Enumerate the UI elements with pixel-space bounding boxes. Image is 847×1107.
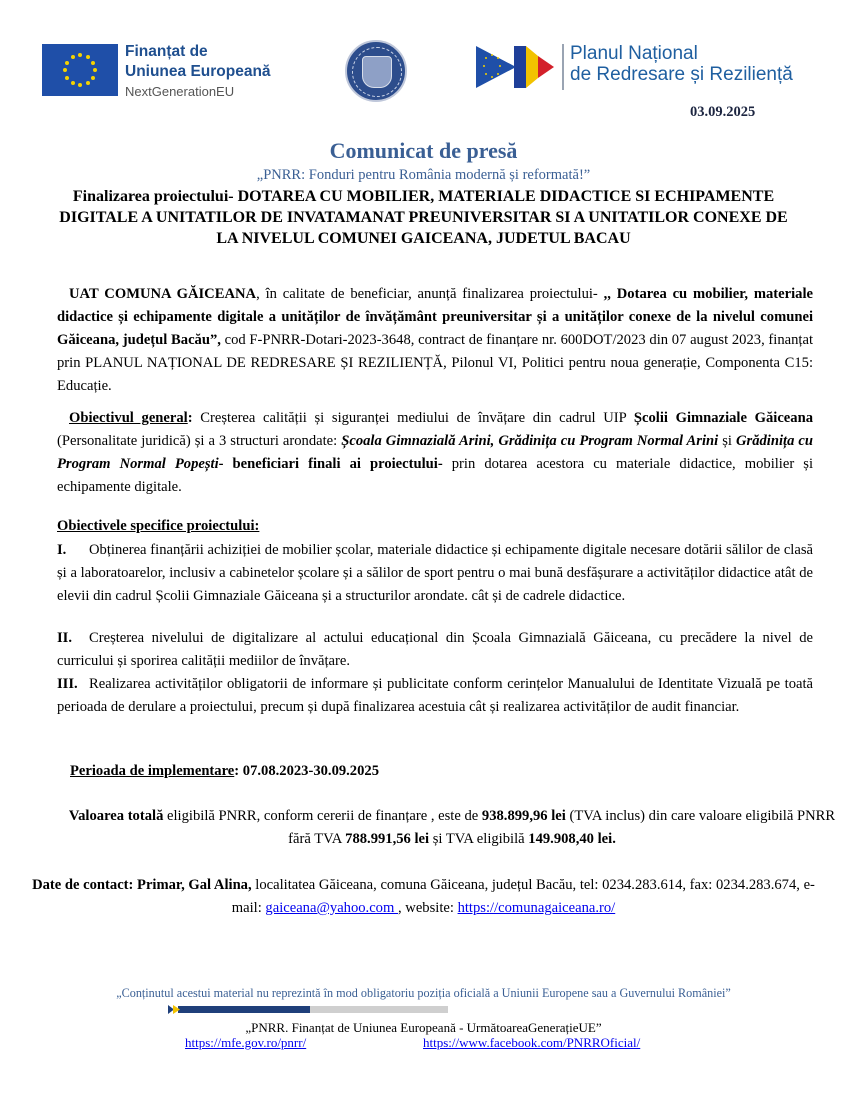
romanian-government-seal-icon xyxy=(345,40,407,102)
coat-of-arms-icon xyxy=(362,56,392,88)
intro-text: , în calitate de beneficiar, anunță finalizarea proiectului- xyxy=(256,286,604,302)
item-text: Obținerea finanțării achiziției de mobilier școlar, materiale didactice și echipamente digitale necesare dotării sălilor de clasă și a laboratoarelor, inclusiv a cabinetelor școlare și a sălilor de sport pentru o mai bună desfășurare a activităților didactice atât de elevii din cadrul Școlii Gimnaziale Găiceana și a structurilor arondate. cât și de cadrele didactice. xyxy=(57,542,813,604)
structure-name-popesti: Grădinița cu Program Normal Popești xyxy=(57,433,813,472)
objective-text: (Personalitate juridică) și a 3 structuri arondate: xyxy=(57,433,342,449)
project-subject-heading: Finalizarea proiectului- DOTAREA CU MOBILIER, MATERIALE DIDACTICE SI ECHIPAMENTE DIGITALE A UNITATILOR DE INVATAMANAT PREUNIVERSITAR SI A UNITATILOR CONEXE DE LA NIVELUL COMUNEI GAICEANA, JUDETUL BACAU xyxy=(59,188,788,247)
beneficiary-name: UAT COMUNA GĂICEANA xyxy=(69,286,257,302)
implementation-period xyxy=(70,763,379,780)
value-without-vat: 788.991,56 lei xyxy=(345,831,430,847)
eu-star-icon xyxy=(86,55,90,59)
eu-star-icon xyxy=(78,53,82,57)
value-text: (TVA inclus) din care valoare eligibilă PNRR fără TVA xyxy=(288,808,836,847)
website-link[interactable]: https://comunagaiceana.ro/ xyxy=(457,900,616,916)
eu-logo-line2: Uniunea Europeană xyxy=(125,63,271,80)
eu-disclaimer: „Conținutul acestui material nu reprezintă în mod obligatoriu poziția oficială a Uniunii Europene sau a Guvernului României” xyxy=(116,986,731,1000)
item-number: III. xyxy=(57,676,78,692)
period-value: : 07.08.2023-30.09.2025 xyxy=(234,763,379,779)
final-beneficiaries: - beneficiari finali ai proiectului- xyxy=(218,456,443,472)
objective-text: prin dotarea acestora cu materiale didactice, mobilier și echipamente digitale. xyxy=(57,456,813,495)
eu-star-icon xyxy=(71,55,75,59)
eu-logo-line1: Finanțat de xyxy=(125,43,208,60)
item-number: I. xyxy=(57,542,67,558)
intro-paragraph xyxy=(57,283,813,398)
contact-label: Date de contact: Primar, Gal Alina, xyxy=(32,877,252,893)
facebook-pnrr-link[interactable]: https://www.facebook.com/PNRROficial/ xyxy=(423,1035,641,1050)
eu-star-icon xyxy=(91,76,95,80)
specific-objective-item xyxy=(57,673,813,719)
eu-star-icon xyxy=(78,83,82,87)
eu-star-icon xyxy=(93,68,97,72)
vat-value: 149.908,40 lei. xyxy=(528,831,616,847)
email-link[interactable]: gaiceana@yahoo.com xyxy=(265,900,398,916)
eu-star-icon xyxy=(65,61,69,65)
motto: „PNRR: Fonduri pentru România modernă și reformată!” xyxy=(256,167,591,183)
specific-objective-item xyxy=(57,627,813,673)
footer-decorative-bar xyxy=(168,1005,448,1014)
mfe-pnrr-link[interactable]: https://mfe.gov.ro/pnrr/ xyxy=(185,1035,307,1050)
item-text: Realizarea activităților obligatorii de informare și publicitate conform cerințelor Manualului de Identitate Vizuală pe toată perioada de derulare a proiectului, precum și după finalizarea acestuia cât și realizarea activităților de audit financiar. xyxy=(57,676,813,715)
eu-star-icon xyxy=(65,76,69,80)
item-number: II. xyxy=(57,630,73,646)
general-objective-paragraph xyxy=(57,407,813,499)
page-title: Comunicat de presă xyxy=(329,138,518,163)
contact-paragraph xyxy=(20,874,827,920)
eu-flag-icon xyxy=(42,44,118,96)
pnrr-logo-text xyxy=(570,43,793,85)
eu-star-icon xyxy=(86,81,90,85)
colon: : xyxy=(187,410,193,426)
total-value: 938.899,96 lei xyxy=(481,808,566,824)
value-label: Valoarea totală xyxy=(68,808,164,824)
pnrr-logo-line1: Planul Național xyxy=(570,43,698,64)
project-value-paragraph xyxy=(57,805,847,851)
eu-logo-line3: NextGenerationEU xyxy=(125,84,235,99)
pnrr-logo-line2: de Redresare și Reziliență xyxy=(570,64,793,85)
eu-star-icon xyxy=(71,81,75,85)
structure-names: Școala Gimnazială Arini, Grădinița cu Program Normal Arini xyxy=(341,433,719,449)
value-text: eligibilă PNRR, conform cererii de finanțare , este de xyxy=(163,808,482,824)
general-objective-label: Obiectivul general xyxy=(69,410,188,426)
specific-objectives-heading: Obiectivele specifice proiectului: xyxy=(57,518,260,534)
value-text: și TVA eligibilă xyxy=(429,831,529,847)
eu-funding-logo-text xyxy=(125,42,271,102)
contact-text: , website: xyxy=(397,900,458,916)
bar-dark-segment xyxy=(178,1006,310,1013)
intro-contract-text: cod F-PNRR-Dotari-2023-3648, contract de finanțare nr. 600DOT/2023 din 07 august 2023, finanțat prin PLANUL NAȚIONAL DE REDRESARE ȘI REZILIENȚĂ, Pilonul VI, Politici pentru noua generație, Componenta C15: Educație. xyxy=(57,332,813,394)
objective-text: și xyxy=(718,433,736,449)
footer-slogan: „PNRR. Finanțat de Uniunea Europeană - UrmătoareaGenerațieUE” xyxy=(245,1020,602,1035)
school-name: Școlii Gimnaziale Găiceana xyxy=(633,410,813,426)
press-release-date: 03.09.2025 xyxy=(690,104,756,120)
objective-text: Creșterea calității și siguranței mediului de învățare din cadrul UIP xyxy=(192,410,634,426)
bar-light-segment xyxy=(310,1006,448,1013)
project-name: ,, Dotarea cu mobilier, materiale didactice și echipamente digitale a unităților de învățământ preuniversitar și a unităților conexe de la nivelul comunei Găiceana, județul Bacău”, xyxy=(57,286,813,348)
arrow-icon xyxy=(168,1005,184,1014)
period-label: Perioada de implementare xyxy=(70,763,235,779)
item-text: Creșterea nivelului de digitalizare al actului educațional din Școala Gimnazială Găiceana, cu precădere la nivel de curricului și sporirea calității mediilor de învățare. xyxy=(57,630,813,669)
contact-text: localitatea Găiceana, comuna Găiceana, județul Bacău, tel: 0234.283.614, fax: 0234.283.674, e-mail: xyxy=(231,877,815,916)
logo-separator xyxy=(562,44,564,90)
pnrr-arrows-icon xyxy=(476,44,558,90)
eu-star-icon xyxy=(91,61,95,65)
specific-objective-item xyxy=(57,539,813,608)
eu-star-icon xyxy=(63,68,67,72)
